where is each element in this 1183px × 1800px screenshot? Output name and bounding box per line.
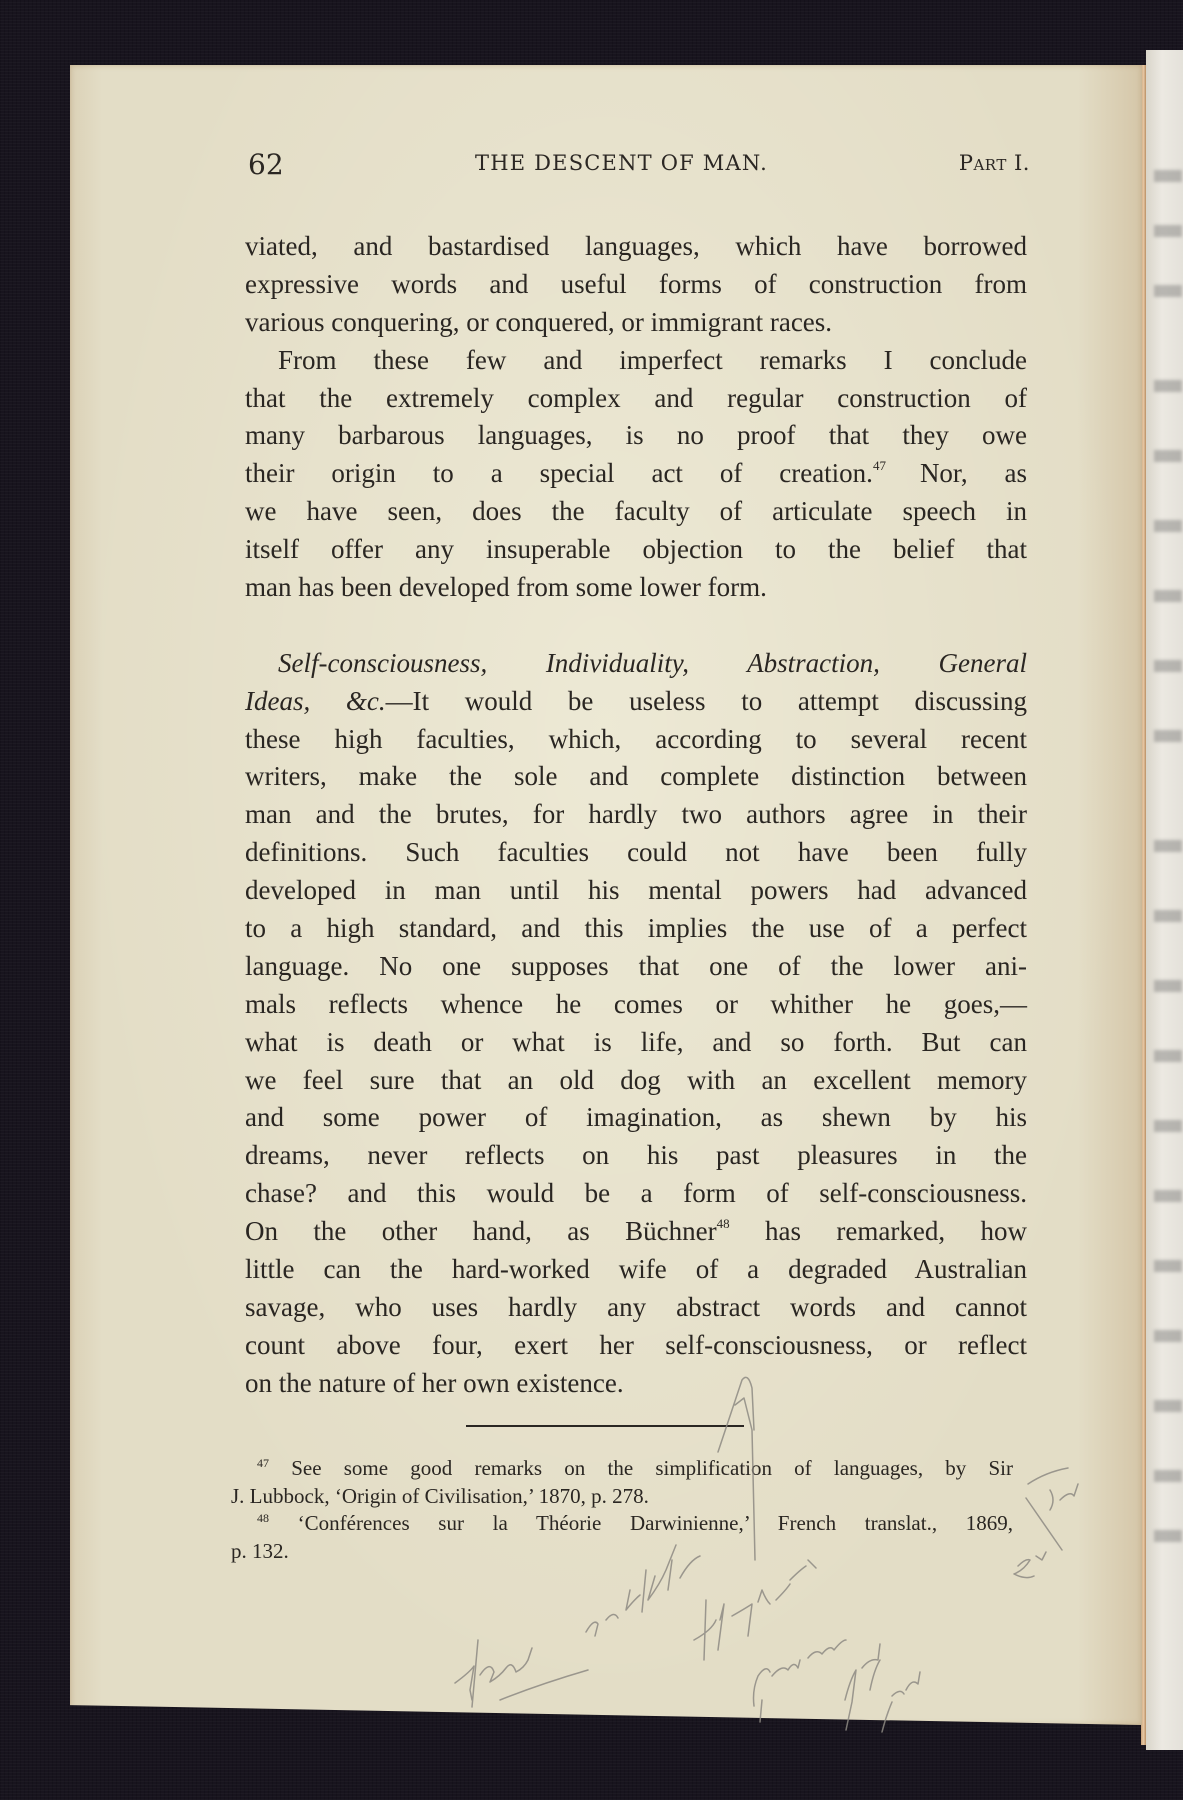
footnote-48 — [231, 1510, 1013, 1538]
footnote-48-cont: p. 132. — [231, 1538, 289, 1563]
text-line: what is death or what is life, and so forth. But can — [245, 1026, 1027, 1057]
text-line: many barbarous languages, is no proof that they owe — [245, 420, 1027, 451]
text-line: itself offer any insuperable objection to the belief that — [245, 534, 1027, 565]
text-line: we feel sure that an old dog with an excellent memory — [245, 1064, 1027, 1095]
adjacent-page-edge — [1146, 50, 1183, 1750]
text-segment: their origin to a special act of creation. — [245, 458, 873, 489]
text-line: count above four, exert her self-consciousness, or reflect — [245, 1329, 1027, 1360]
text-segment: Nor, as — [919, 458, 1027, 489]
footnote-47-cont: J. Lubbock, ‘Origin of Civilisation,’ 1870, p. 278. — [231, 1483, 649, 1508]
footnote-number: 47 — [257, 1456, 269, 1470]
text-line: chase? and this would be a form of self-consciousness. — [245, 1178, 1027, 1209]
text-line: we have seen, does the faculty of articulate speech in — [245, 496, 1027, 527]
running-header — [245, 148, 1030, 184]
text-line — [245, 1213, 1027, 1251]
text-segment: has remarked, how — [765, 1216, 1028, 1247]
running-title: THE DESCENT OF MAN. — [475, 151, 768, 175]
text-line: little can the hard-worked wife of a degraded Australian — [245, 1254, 1027, 1285]
footnote-rule — [466, 1425, 744, 1427]
page-number: 62 — [248, 148, 284, 181]
text-line: dreams, never reflects on his past pleasures in the — [245, 1140, 1027, 1171]
text-line — [245, 455, 1027, 493]
footnotes — [231, 1455, 1013, 1565]
text-line: man and the brutes, for hardly two authors agree in their — [245, 799, 1027, 830]
text-line: man has been developed from some lower form. — [245, 572, 767, 603]
section-heading: Self-consciousness, Individuality, Abstraction, General — [278, 647, 1027, 678]
text-line: language. No one supposes that one of the lower ani- — [245, 950, 1027, 981]
footnote-text: See some good remarks on the simplification of languages, by Sir — [291, 1456, 1013, 1480]
footnote-47 — [231, 1455, 1013, 1483]
text-line — [245, 683, 1027, 721]
text-line: these high faculties, which, according to several recent — [245, 723, 1027, 754]
footnote-ref-47[interactable]: 47 — [872, 458, 886, 474]
body-text — [245, 228, 1027, 1403]
text-line: developed in man until his mental powers had advanced — [245, 875, 1027, 906]
footnote-ref-48[interactable]: 48 — [716, 1216, 730, 1232]
text-line: on the nature of her own existence. — [245, 1367, 624, 1398]
text-line: viated, and bastardised languages, which have borrowed — [245, 231, 1027, 261]
text-line: expressive words and useful forms of construction from — [245, 268, 1027, 299]
text-line: various conquering, or conquered, or immigrant races. — [245, 306, 833, 337]
text-line: savage, who uses hardly any abstract words and cannot — [245, 1291, 1027, 1322]
text-line: mals reflects whence he comes or whither he goes,— — [245, 988, 1027, 1019]
text-line: to a high standard, and this implies the use of a perfect — [245, 913, 1027, 944]
text-line: writers, make the sole and complete distinction between — [245, 761, 1027, 792]
footnote-text: ‘Conférences sur la Théorie Darwinienne,’ French translat., 1869, — [297, 1511, 1014, 1535]
text-segment: —It would be useless to attempt discussing — [385, 685, 1028, 716]
text-line: and some power of imagination, as shewn by his — [245, 1102, 1027, 1133]
section-heading-line — [245, 645, 1027, 683]
text-line: definitions. Such faculties could not have been fully — [245, 837, 1027, 868]
text-line: that the extremely complex and regular construction of — [245, 382, 1027, 413]
section-heading: Ideas, &c. — [245, 685, 386, 716]
text-segment: On the other hand, as Büchner — [245, 1216, 717, 1247]
footnote-number: 48 — [257, 1511, 269, 1525]
part-label: Part I. — [958, 151, 1030, 175]
text-line: From these few and imperfect remarks I conclude — [278, 344, 1027, 375]
